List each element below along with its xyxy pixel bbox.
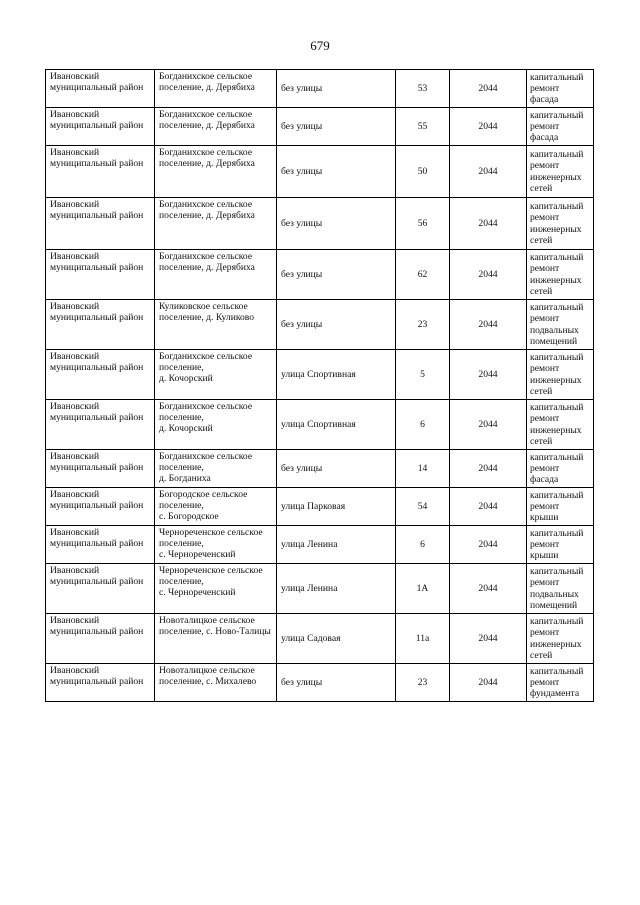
- year-cell: 2044: [450, 70, 527, 108]
- district-cell: Ивановский муниципальный район: [46, 488, 155, 526]
- work-type-cell: капитальный ремонт крыши: [527, 526, 594, 564]
- settlement-cell: Богородское сельское поселение, с. Богородское: [155, 488, 277, 526]
- house-number-cell: 53: [396, 70, 450, 108]
- year-cell: 2044: [450, 450, 527, 488]
- street-cell: улица Спортивная: [277, 400, 396, 450]
- house-number-cell: 62: [396, 250, 450, 300]
- work-type-cell: капитальный ремонт фасада: [527, 450, 594, 488]
- street-cell: без улицы: [277, 250, 396, 300]
- year-cell: 2044: [450, 526, 527, 564]
- table-row: [46, 664, 594, 702]
- street-cell: улица Садовая: [277, 614, 396, 664]
- settlement-cell: Новоталицкое сельское поселение, с. Ново-Талицы: [155, 614, 277, 664]
- settlement-cell: Богданихское сельское поселение, д. Дерябиха: [155, 70, 277, 108]
- year-cell: 2044: [450, 564, 527, 614]
- district-cell: Ивановский муниципальный район: [46, 300, 155, 350]
- work-type-cell: капитальный ремонт фасада: [527, 70, 594, 108]
- street-cell: без улицы: [277, 450, 396, 488]
- work-type-cell: капитальный ремонт инженерных сетей: [527, 350, 594, 400]
- district-cell: Ивановский муниципальный район: [46, 664, 155, 702]
- settlement-cell: Чернореченское сельское поселение, с. Чернореченский: [155, 564, 277, 614]
- settlement-cell: Богданихское сельское поселение, д. Кочорский: [155, 350, 277, 400]
- district-cell: Ивановский муниципальный район: [46, 198, 155, 250]
- district-cell: Ивановский муниципальный район: [46, 108, 155, 146]
- work-type-cell: капитальный ремонт подвальных помещений: [527, 300, 594, 350]
- year-cell: 2044: [450, 108, 527, 146]
- table-row: [46, 564, 594, 614]
- street-cell: без улицы: [277, 300, 396, 350]
- street-cell: улица Парковая: [277, 488, 396, 526]
- work-type-cell: капитальный ремонт крыши: [527, 488, 594, 526]
- district-cell: Ивановский муниципальный район: [46, 146, 155, 198]
- house-number-cell: 5: [396, 350, 450, 400]
- work-type-cell: капитальный ремонт инженерных сетей: [527, 250, 594, 300]
- work-type-cell: капитальный ремонт инженерных сетей: [527, 146, 594, 198]
- street-cell: улица Спортивная: [277, 350, 396, 400]
- table-row: [46, 400, 594, 450]
- house-number-cell: 50: [396, 146, 450, 198]
- district-cell: Ивановский муниципальный район: [46, 400, 155, 450]
- table-row: [46, 250, 594, 300]
- house-number-cell: 6: [396, 400, 450, 450]
- table-row: [46, 300, 594, 350]
- table-row: [46, 108, 594, 146]
- work-type-cell: капитальный ремонт фасада: [527, 108, 594, 146]
- work-type-cell: капитальный ремонт инженерных сетей: [527, 198, 594, 250]
- house-number-cell: 23: [396, 300, 450, 350]
- table-row: [46, 198, 594, 250]
- house-number-cell: 14: [396, 450, 450, 488]
- table-row: [46, 350, 594, 400]
- house-number-cell: 1А: [396, 564, 450, 614]
- settlement-cell: Новоталицкое сельское поселение, с. Михалево: [155, 664, 277, 702]
- year-cell: 2044: [450, 614, 527, 664]
- table-row: [46, 146, 594, 198]
- housing-repair-table: [45, 69, 594, 702]
- district-cell: Ивановский муниципальный район: [46, 250, 155, 300]
- settlement-cell: Чернореченское сельское поселение, с. Чернореченский: [155, 526, 277, 564]
- table-row: [46, 614, 594, 664]
- settlement-cell: Богданихское сельское поселение, д. Кочорский: [155, 400, 277, 450]
- page-number: 679: [310, 38, 330, 53]
- house-number-cell: 23: [396, 664, 450, 702]
- house-number-cell: 6: [396, 526, 450, 564]
- street-cell: без улицы: [277, 146, 396, 198]
- work-type-cell: капитальный ремонт инженерных сетей: [527, 614, 594, 664]
- table-body: [46, 70, 594, 702]
- year-cell: 2044: [450, 250, 527, 300]
- table-row: [46, 526, 594, 564]
- district-cell: Ивановский муниципальный район: [46, 450, 155, 488]
- street-cell: без улицы: [277, 70, 396, 108]
- settlement-cell: Богданихское сельское поселение, д. Дерябиха: [155, 146, 277, 198]
- district-cell: Ивановский муниципальный район: [46, 564, 155, 614]
- work-type-cell: капитальный ремонт инженерных сетей: [527, 400, 594, 450]
- street-cell: без улицы: [277, 108, 396, 146]
- settlement-cell: Богданихское сельское поселение, д. Дерябиха: [155, 108, 277, 146]
- settlement-cell: Богданихское сельское поселение, д. Дерябиха: [155, 250, 277, 300]
- year-cell: 2044: [450, 664, 527, 702]
- table-row: [46, 450, 594, 488]
- district-cell: Ивановский муниципальный район: [46, 70, 155, 108]
- year-cell: 2044: [450, 400, 527, 450]
- year-cell: 2044: [450, 198, 527, 250]
- year-cell: 2044: [450, 300, 527, 350]
- district-cell: Ивановский муниципальный район: [46, 350, 155, 400]
- table-row: [46, 488, 594, 526]
- table-row: [46, 70, 594, 108]
- year-cell: 2044: [450, 350, 527, 400]
- settlement-cell: Богданихское сельское поселение, д. Богданиха: [155, 450, 277, 488]
- year-cell: 2044: [450, 146, 527, 198]
- house-number-cell: 55: [396, 108, 450, 146]
- street-cell: улица Ленина: [277, 526, 396, 564]
- settlement-cell: Богданихское сельское поселение, д. Дерябиха: [155, 198, 277, 250]
- street-cell: улица Ленина: [277, 564, 396, 614]
- district-cell: Ивановский муниципальный район: [46, 526, 155, 564]
- work-type-cell: капитальный ремонт фундамента: [527, 664, 594, 702]
- street-cell: без улицы: [277, 664, 396, 702]
- year-cell: 2044: [450, 488, 527, 526]
- district-cell: Ивановский муниципальный район: [46, 614, 155, 664]
- house-number-cell: 54: [396, 488, 450, 526]
- house-number-cell: 11а: [396, 614, 450, 664]
- work-type-cell: капитальный ремонт подвальных помещений: [527, 564, 594, 614]
- street-cell: без улицы: [277, 198, 396, 250]
- settlement-cell: Куликовское сельское поселение, д. Куликово: [155, 300, 277, 350]
- house-number-cell: 56: [396, 198, 450, 250]
